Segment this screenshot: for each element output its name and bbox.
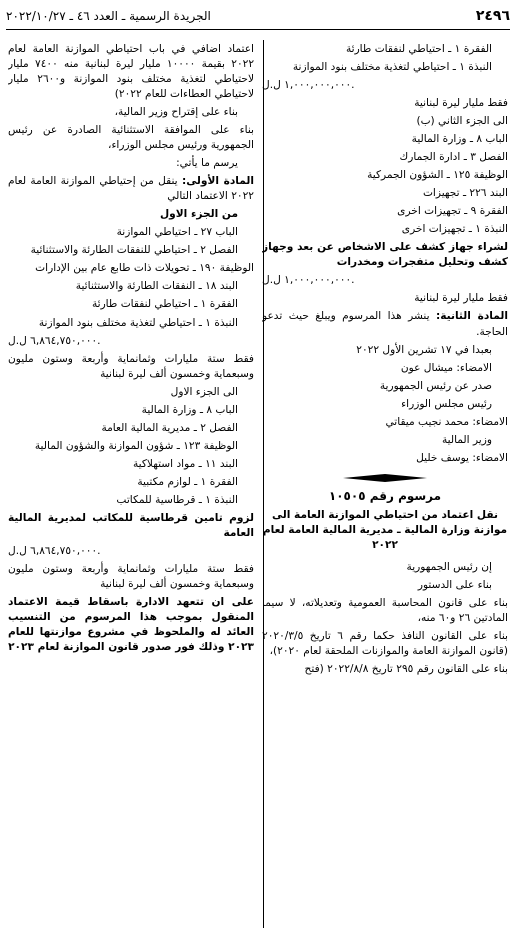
text-line: اعتماد اضافي في باب احتياطي الموازنة العامة لعام ٢٠٢٢ بقيمة ١٠٠٠٠ مليار ليرة لبنانية منه ٧٤٠٠ مليار لاحتياطي لتغذية مختلف بنود الموازنة و٢٦٠٠ مليار لاحتياطي العطاءات للعام ٢٠٢٢) — [8, 43, 254, 101]
signature-line: الامضاء: محمد نجيب ميقاتي — [385, 415, 508, 428]
amount: ٦,٨٦٤,٧٥٠,٠٠٠ ل.ل. — [8, 544, 101, 557]
header-rule — [6, 29, 510, 30]
gazette-title: الجريدة الرسمية ـ العدد ٤٦ ـ ٢٠٢٢/١٠/٢٧ — [6, 9, 211, 24]
page-number: ٢٤٩٦ — [475, 8, 510, 25]
decree-title: مرسوم رقم ١٠٥٠٥ — [328, 488, 442, 503]
text-line: إن رئيس الجمهورية — [406, 560, 492, 573]
text-line: الفقرة ١ ـ لوازم مكتبية — [137, 475, 238, 488]
text-line: الى الجزء الثاني (ب) — [416, 115, 508, 128]
text-line: رئيس مجلس الوزراء — [401, 397, 492, 410]
text-line: الفقرة ١ ـ احتياطي لنفقات طارئة — [345, 43, 492, 55]
text-line: بناء على القانون رقم ٢٩٥ تاريخ ٢٠٢٢/٨/٨ (فتح — [304, 663, 508, 676]
text-line: الفصل ٣ ـ ادارة الجمارك — [399, 151, 508, 164]
text-line: الباب ٨ ـ وزارة المالية — [141, 403, 238, 416]
signature-line: الامضاء: ميشال عون — [400, 361, 492, 374]
page-header — [6, 6, 510, 28]
commitment-clause: على ان تتعهد الادارة باسقاط قيمة الاعتماد المنقول بموجب هذا المرسوم من التنسيب العائد له والملحوظ في مشروع موازنتها للعام ٢٠٢٣ وذلك فور صدور قانون الموازنة لعام ٢٠٢٣ — [8, 596, 254, 654]
text-line: فقط ستة مليارات وثمانماية وأربعة وستون مليون وسبعماية وخمسون ألف ليرة لبنانية — [8, 352, 254, 380]
text-line: بناء على الدستور — [417, 578, 492, 591]
text-line: يرسم ما يأتي: — [176, 157, 238, 170]
text-line: الوظيفة ١٩٠ ـ تحويلات ذات طابع عام بين الإدارات — [35, 262, 254, 275]
article-text: ينشر هذا المرسوم ويبلغ حيث تدعو الحاجة. — [262, 310, 508, 338]
article-label: المادة الأولى: — [181, 175, 254, 188]
article-label: المادة الثانية: — [435, 310, 508, 323]
amount: ١,٠٠٠,٠٠٠,٠٠٠ ل.ل. — [262, 79, 355, 92]
text-line: الفقرة ٩ ـ تجهيزات اخرى — [397, 205, 508, 218]
text-line: الفصل ٢ ـ مديرية المالية العامة — [101, 421, 238, 434]
text-line: وزير المالية — [441, 433, 492, 446]
text-line: الباب ٨ ـ وزارة المالية — [411, 133, 508, 146]
left-column — [8, 42, 254, 658]
text-line: فقط مليار ليرة لبنانية — [414, 292, 508, 305]
text-line: الوظيفة ١٢٣ ـ شؤون الموازنة والشؤون المالية — [34, 439, 238, 452]
right-column — [262, 42, 508, 680]
separator-ornament — [262, 474, 508, 482]
article-text: ينقل من إحتياطي الموازنة العامة لعام ٢٠٢٢ الاعتماد التالي — [8, 175, 254, 203]
text-line: النبذة ١ ـ قرطاسية للمكاتب — [116, 493, 238, 506]
text-line: الفصل ٢ ـ احتياطي للنفقات الطارئة والاستثنائية — [30, 244, 238, 257]
text-line: الى الجزء الاول — [170, 385, 238, 398]
text-line: البند ١٨ ـ النفقات الطارئة والاستثنائية — [75, 280, 238, 293]
text-line: بناء على إقتراح وزير المالية، — [114, 106, 238, 119]
decree-subject: نقل اعتماد من احتياطي الموازنة العامة الى موازنة وزارة المالية ـ مديرية المالية العامة لعام ٢٠٢٢ — [262, 508, 508, 551]
amount: ٦,٨٦٤,٧٥٠,٠٠٠ ل.ل. — [8, 334, 101, 347]
text-line: فقط مليار ليرة لبنانية — [414, 97, 508, 110]
purpose-text: لشراء جهاز كشف على الاشخاص عن بعد وجهاز كشف وتحليل متفجرات ومخدرات — [262, 241, 508, 269]
text-line: البند ١١ ـ مواد استهلاكية — [132, 457, 238, 470]
text-line: الفقرة ١ ـ احتياطي لنفقات طارئة — [91, 298, 238, 311]
text-line: بناء على قانون المحاسبة العمومية وتعديلاته، لا سيما المادتين ٢٦ و٦٠ منه، — [262, 596, 508, 624]
amount: ١,٠٠٠,٠٠٠,٠٠٠ ل.ل. — [262, 274, 355, 287]
text-line: فقط ستة مليارات وثمانماية وأربعة وستون مليون وسبعماية وخمسون ألف ليرة لبنانية — [8, 562, 254, 590]
text-line: البند ٢٢٦ ـ تجهيزات — [422, 187, 508, 200]
text-line: الوظيفة ١٢٥ ـ الشؤون الجمركية — [367, 169, 508, 182]
purpose-text: لزوم تامين قرطاسية للمكاتب لمديرية المالية العامة — [8, 511, 254, 539]
section-heading: من الجزء الاول — [159, 208, 238, 221]
text-line: الباب ٢٧ ـ احتياطي الموازنة — [116, 226, 238, 239]
signature-line: الامضاء: يوسف خليل — [416, 451, 508, 464]
text-line: النبذة ١ ـ احتياطي لتغذية مختلف بنود الموازنة — [292, 61, 492, 74]
text-line: بناء على القانون النافذ حكما رقم ٦ تاريخ ٢٠٢٠/٣/٥ (قانون الموازنة العامة والموازنات الملحقة لعام ٢٠٢٠)، — [262, 630, 508, 658]
text-line: صدر عن رئيس الجمهورية — [379, 379, 492, 392]
text-line: النبذة ١ ـ تجهيزات اخرى — [401, 223, 508, 236]
text-line: النبذة ١ ـ احتياطي لتغذية مختلف بنود الموازنة — [38, 316, 238, 329]
date-line: بعبدا في ١٧ تشرين الأول ٢٠٢٢ — [356, 343, 492, 356]
text-line: بناء على الموافقة الاستثنائية الصادرة عن رئيس الجمهورية ورئيس مجلس الوزراء، — [8, 124, 254, 152]
